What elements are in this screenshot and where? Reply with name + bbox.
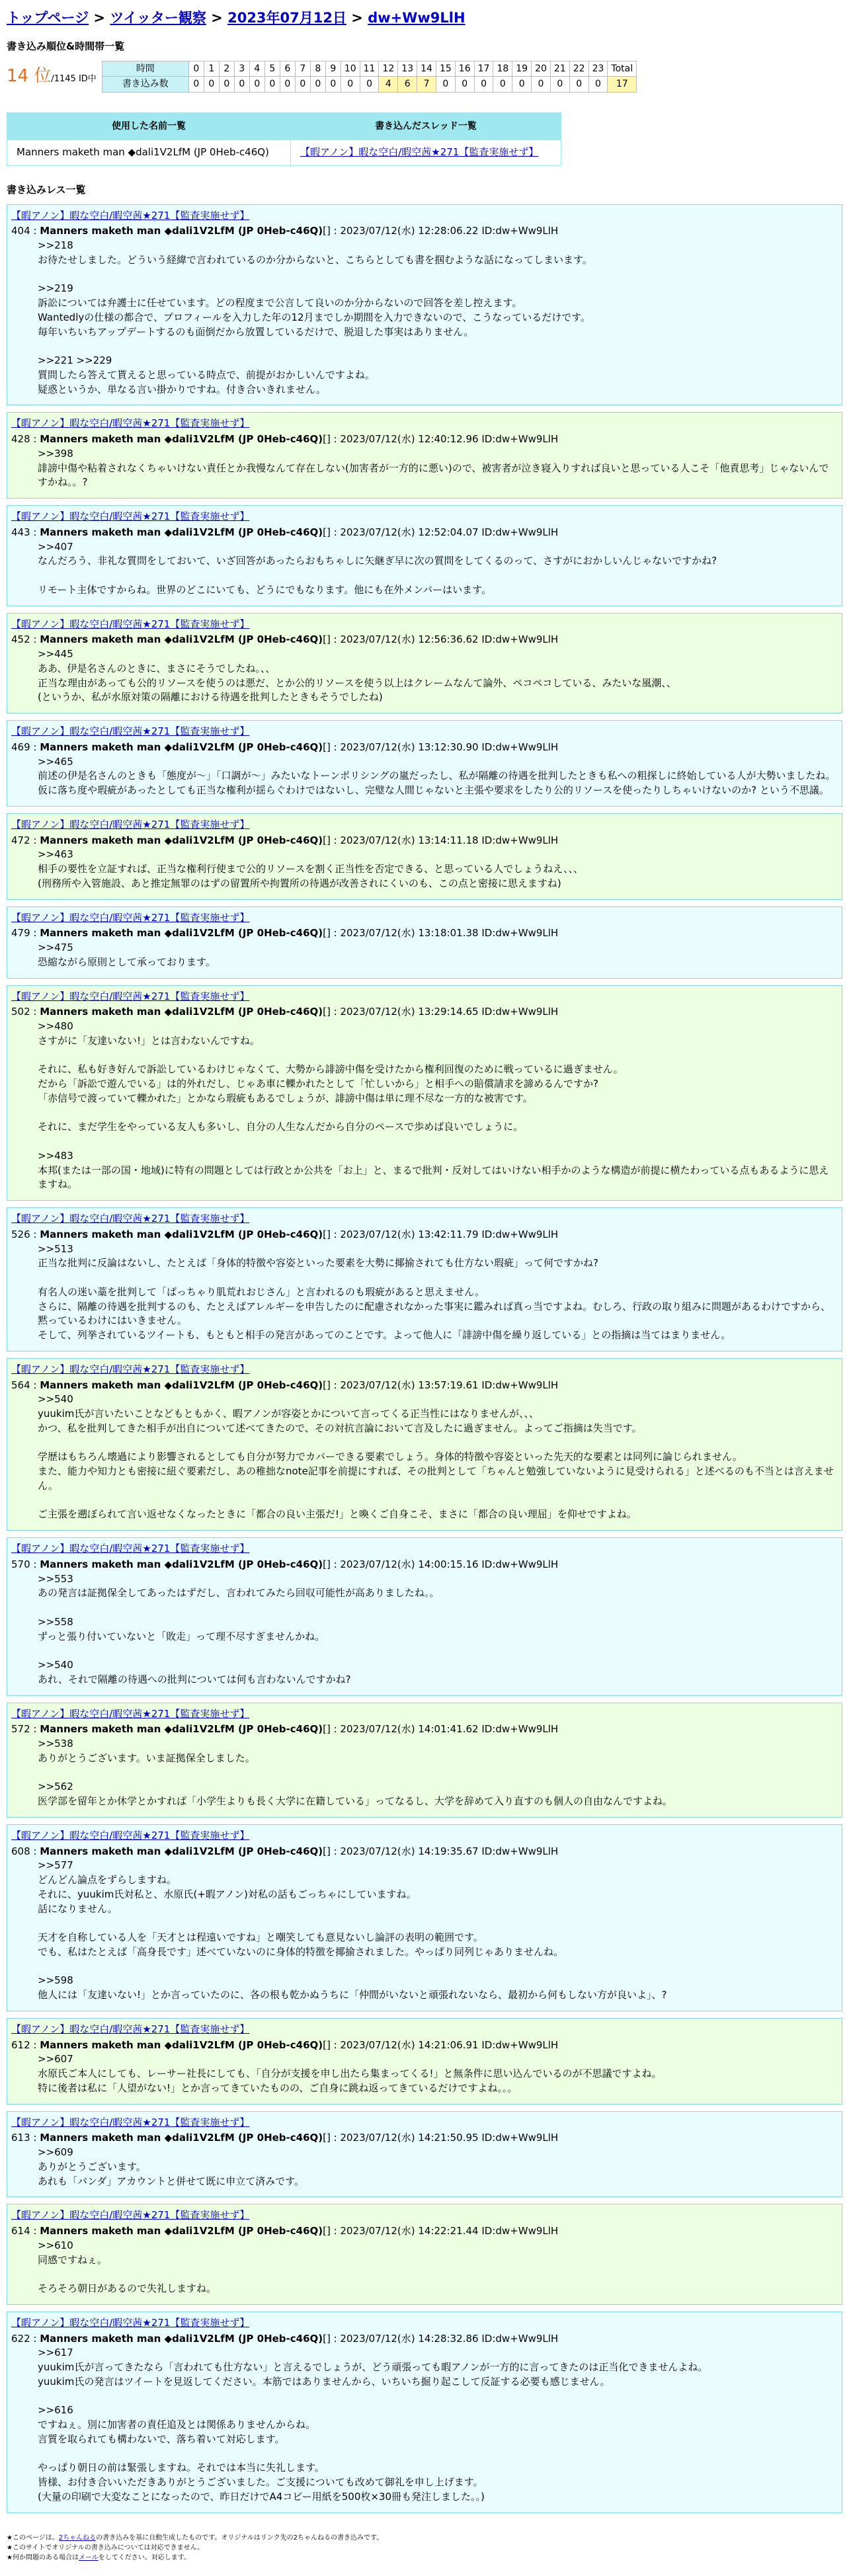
hour-cell: 2 bbox=[219, 61, 234, 77]
post-separator: : bbox=[30, 927, 40, 940]
post bbox=[7, 412, 842, 499]
post-number: 622 bbox=[11, 2332, 30, 2345]
post-number: 572 bbox=[11, 1723, 30, 1736]
post-meta: [] : 2023/07/12(水) 14:19:35.67 ID:dw+Ww9LlH bbox=[323, 1845, 559, 1857]
footer-2ch-link[interactable]: 2ちゃんねる bbox=[58, 2534, 97, 2542]
post-thread-link[interactable]: 【暇アノン】暇な空白/暇空茜★271【監査実施せず】 bbox=[11, 911, 250, 924]
post-author-name: Manners maketh man ◆dali1V2LfM (JP 0Heb-c46Q) bbox=[40, 526, 323, 538]
breadcrumb-separator: > bbox=[206, 10, 228, 26]
post bbox=[7, 613, 842, 714]
breadcrumb-separator: > bbox=[89, 10, 110, 26]
post-meta: [] : 2023/07/12(水) 14:28:32.86 ID:dw+Ww9LlH bbox=[323, 2332, 559, 2345]
post-thread-link[interactable]: 【暇アノン】暇な空白/暇空茜★271【監査実施せず】 bbox=[11, 209, 250, 221]
post-separator: : bbox=[30, 834, 40, 846]
post-thread-link[interactable]: 【暇アノン】暇な空白/暇空茜★271【監査実施せず】 bbox=[11, 1363, 250, 1375]
post bbox=[7, 2018, 842, 2105]
post-header bbox=[11, 1005, 838, 1020]
rank-total: /1145 ID中 bbox=[51, 74, 97, 85]
post-body: >>218 お待たせしました。どういう経緯で言われているのか分からないと、こちらとしても書を掴むような話になってしまいます。 >>219 訴訟については弁護士に任せています。どの程度まで公言して良いのか分からないので回答を差し控えます。 Wantedlyの仕様の都合で、プロフィールを入力した年の12月までしか期間を入力できないので、こうなっているだけです。 毎年いちいちアップデートするのも面倒だから放置しているだけで、脱退した事実はありません。 >>221 >>229 質問したら答えて貰えると思っている時点で、前提がおかしいんですよね。 疑惑というか、単なる言い掛かりですね。付き合いきれません。 bbox=[38, 239, 592, 395]
post-author-name: Manners maketh man ◆dali1V2LfM (JP 0Heb-c46Q) bbox=[40, 1006, 323, 1018]
hour-cell: 11 bbox=[360, 61, 379, 77]
post-separator: : bbox=[30, 2038, 40, 2051]
hour-cell: 7 bbox=[295, 61, 310, 77]
post-separator: : bbox=[30, 1558, 40, 1570]
post-body: >>475 恐縮ながら原則として承っております。 bbox=[38, 942, 216, 968]
rank-section-heading: 書き込み順位&時間帯一覧 bbox=[7, 40, 125, 53]
post bbox=[7, 2312, 842, 2513]
post-header bbox=[11, 834, 838, 848]
footer-text: の書き込みを基に自動生成したものです。オリジナルはリンク先の2ちゃんねるの書き込みです。 bbox=[96, 2534, 384, 2542]
post bbox=[7, 720, 842, 807]
post-thread-link[interactable]: 【暇アノン】暇な空白/暇空茜★271【監査実施せず】 bbox=[11, 818, 250, 830]
count-cell: 0 bbox=[280, 77, 295, 92]
post-meta: [] : 2023/07/12(水) 12:40:12.96 ID:dw+Ww9LlH bbox=[323, 433, 559, 446]
post-number: 614 bbox=[11, 2225, 30, 2237]
hour-cell: 23 bbox=[588, 61, 608, 77]
post-meta: [] : 2023/07/12(水) 13:57:19.61 ID:dw+Ww9LlH bbox=[323, 1379, 559, 1391]
count-cell: 0 bbox=[532, 77, 551, 92]
post-header bbox=[11, 526, 838, 540]
post bbox=[7, 1207, 842, 1351]
post-author-name: Manners maketh man ◆dali1V2LfM (JP 0Heb-c46Q) bbox=[40, 1558, 323, 1570]
post-thread-link[interactable]: 【暇アノン】暇な空白/暇空茜★271【監査実施せず】 bbox=[11, 618, 250, 630]
post-number: 526 bbox=[11, 1228, 30, 1240]
post-thread-link[interactable]: 【暇アノン】暇な空白/暇空茜★271【監査実施せず】 bbox=[11, 725, 250, 738]
post-author-name: Manners maketh man ◆dali1V2LfM (JP 0Heb-c46Q) bbox=[40, 1723, 323, 1736]
post-separator: : bbox=[30, 225, 40, 237]
post-body: >>463 相手の要性を立証すれば、正当な権利行使まで公的リソースを割く正当性を否定できる、と思っている人でしょうねえ、、、 (刑務所や入管施設、あと推定無罪のはずの留置所や拘置所の待遇が改善されにくいのも、この点と密接に思えますね) bbox=[38, 848, 584, 889]
post-body: >>540 yuukim氏が言いたいことなどもともかく、暇アノンが容姿とかについて言ってくる正当性にはなりませんが、、、 かつ、私を批判してきた相手が出自について述べてきたので、その対抗言論において言及したに過ぎません。よってご指摘は失当です。 学歴はもちろん壊過により影響されるとしても自分が努力でカバーできる要素でしょう。身体的特徴や容姿といった先天的な要素とは同列に論じられません。 また、能力や知力とも密接に紐ぐ要素だし、あの稚拙なnote記事を前提にすれば、その批判として「ちゃんと勉強していないように見受けられる」と述べるのも不当とは言えません。 ご主張を遡ぼられて言い返せなくなったときに「都合の良い主張だ!」と喚くご自身こそ、まさに「都合の良い理屈」を仰せですよね。 bbox=[38, 1393, 834, 1521]
post-header bbox=[11, 2332, 838, 2347]
hour-cell: 1 bbox=[204, 61, 219, 77]
count-cell: 0 bbox=[325, 77, 341, 92]
post-number: 452 bbox=[11, 633, 30, 646]
count-cell: 0 bbox=[474, 77, 493, 92]
hours-row bbox=[102, 61, 636, 77]
count-cell: 0 bbox=[341, 77, 360, 92]
post-number: 613 bbox=[11, 2132, 30, 2144]
post-thread-link[interactable]: 【暇アノン】暇な空白/暇空茜★271【監査実施せず】 bbox=[11, 1543, 250, 1555]
hour-cell: 19 bbox=[512, 61, 532, 77]
post-number: 443 bbox=[11, 526, 30, 538]
count-cell: 0 bbox=[234, 77, 249, 92]
breadcrumb bbox=[7, 8, 842, 28]
post-header bbox=[11, 1228, 838, 1242]
post-header bbox=[11, 1379, 838, 1393]
post-separator: : bbox=[30, 1006, 40, 1018]
hour-cell: Total bbox=[608, 61, 637, 77]
hour-cell: 22 bbox=[569, 61, 588, 77]
post-meta: [] : 2023/07/12(水) 14:21:06.91 ID:dw+Ww9LlH bbox=[323, 2038, 559, 2051]
post-body: >>607 水原氏ご本人にしても、レーサー社長にしても、「自分が支援を申し出たら集まってくる!」と無条件に思い込んでいるのが不思議ですよね。 特に後者は私に「人望がない!」とか言ってきていたものの、ご自身に跳ね返ってきているだけですよね。。。 bbox=[38, 2053, 662, 2094]
post-separator: : bbox=[30, 2332, 40, 2345]
footer bbox=[7, 2533, 842, 2563]
post-body: >>577 どんどん論点をずらしますね。 それに、yuukim氏対私と、水原氏(+暇アノン)対私の話もごっちゃにしていますね。 話になりません。 天才を自称している人を「天才とは程遠いですね」と嘲笑しても意見ないし論評の表明の範囲です。 でも、私はたとえば「高身長です」述べていないのに身体的特徴を揶揄されました。やっぱり同列じゃありませんね。 >>598 他人には「友達いない!」とか言っていたのに、各の根も乾かぬうちに「仲間がいないと頑張れないなら、最初から何もしない方が良いよ」、? bbox=[38, 1859, 667, 2001]
post-number: 564 bbox=[11, 1379, 30, 1391]
post bbox=[7, 985, 842, 1201]
post-meta: [] : 2023/07/12(水) 14:01:41.62 ID:dw+Ww9LlH bbox=[323, 1723, 559, 1736]
post-header bbox=[11, 1845, 838, 1859]
count-cell: 0 bbox=[204, 77, 219, 92]
breadcrumb-date-link[interactable]: 2023年07月12日 bbox=[227, 10, 346, 26]
counts-row bbox=[102, 77, 636, 92]
breadcrumb-separator: > bbox=[346, 10, 368, 26]
post-body: >>610 同感ですねぇ。 そろそろ朝日があるので失礼しますね。 bbox=[38, 2239, 217, 2295]
thread-link[interactable]: 【暇アノン】暇な空白/暇空茜★271【監査実施せず】 bbox=[300, 146, 539, 159]
hour-cell: 8 bbox=[310, 61, 325, 77]
post-author-name: Manners maketh man ◆dali1V2LfM (JP 0Heb-c46Q) bbox=[40, 2132, 323, 2144]
count-cell: 0 bbox=[360, 77, 379, 92]
post-number: 502 bbox=[11, 1006, 30, 1018]
count-cell: 0 bbox=[588, 77, 608, 92]
threads-column-header: 書き込んだスレッド一覧 bbox=[291, 112, 561, 140]
post-header bbox=[11, 2131, 838, 2146]
hour-cell: 3 bbox=[234, 61, 249, 77]
post-body: >>407 なんだろう、非礼な質問をしておいて、いざ回答があったらおもちゃしに矢継ぎ早に次の質問をしてくるのって、さすがにおかしいんじゃないですかね? リモート主体ですからね。世界のどこにいても、どうにでもなります。他にも在外メンバーはいます。 bbox=[38, 540, 717, 596]
count-cell: 0 bbox=[249, 77, 264, 92]
count-cell: 0 bbox=[436, 77, 455, 92]
post-author-name: Manners maketh man ◆dali1V2LfM (JP 0Heb-c46Q) bbox=[40, 834, 323, 846]
count-cell: 17 bbox=[608, 77, 637, 92]
posts-heading: 書き込みレス一覧 bbox=[7, 183, 86, 196]
counts-row-label: 書き込み数 bbox=[102, 77, 188, 92]
post-separator: : bbox=[30, 2225, 40, 2237]
count-cell: 6 bbox=[398, 77, 417, 92]
count-cell: 0 bbox=[188, 77, 204, 92]
hour-cell: 0 bbox=[188, 61, 204, 77]
post-separator: : bbox=[30, 526, 40, 538]
post-author-name: Manners maketh man ◆dali1V2LfM (JP 0Heb-c46Q) bbox=[40, 1379, 323, 1391]
hour-cell: 10 bbox=[341, 61, 360, 77]
post-header bbox=[11, 432, 838, 447]
post-meta: [] : 2023/07/12(水) 12:52:04.07 ID:dw+Ww9LlH bbox=[323, 526, 559, 538]
post-thread-link[interactable]: 【暇アノン】暇な空白/暇空茜★271【監査実施せず】 bbox=[11, 2023, 250, 2035]
count-cell: 0 bbox=[550, 77, 569, 92]
post-author-name: Manners maketh man ◆dali1V2LfM (JP 0Heb-c46Q) bbox=[40, 225, 323, 237]
post-body: >>538 ありがとうございます。いま証拠保全しました。 >>562 医学部を留年とか休学とかすれば「小学生よりも長く大学に在籍している」ってなるし、大学を辞めて入り直すのも個人の自由なんですよね。 bbox=[38, 1738, 673, 1808]
post-body: >>513 正当な批判に反論はないし、たとえば「身体的特徴や容姿といった要素を大勢に揶揄されても仕方ない瑕疵」って何ですかね? 有名人の迷い藁を批判して「ばっちゃり肌荒れおじさん」と言われるのも瑕疵があると思えません。 さらに、隔離の待遇を批判するのも、たとえばアレルギーを申告したのに配慮されなかった事実に鑑みれば真っ当ですよね。むしろ、行政の取り組みに問題があるわけですから、黙っているわけにはいきません。 そして、列挙されているツイートも、もともと相手の発言があってのことです。よって他人に「誹謗中傷を繰り返している」との指摘は当てはまりません。 bbox=[38, 1242, 831, 1342]
post bbox=[7, 2111, 842, 2198]
hour-cell: 13 bbox=[398, 61, 417, 77]
footer-text: をしてください。対応します。 bbox=[98, 2554, 190, 2561]
post-author-name: Manners maketh man ◆dali1V2LfM (JP 0Heb-c46Q) bbox=[40, 433, 323, 446]
post-number: 404 bbox=[11, 225, 30, 237]
hour-cell: 17 bbox=[474, 61, 493, 77]
post-header bbox=[11, 741, 838, 755]
rank-row bbox=[7, 61, 842, 93]
post-author-name: Manners maketh man ◆dali1V2LfM (JP 0Heb-c46Q) bbox=[40, 1228, 323, 1240]
post-header bbox=[11, 633, 838, 647]
breadcrumb-top-link[interactable]: トップページ bbox=[7, 10, 89, 26]
count-cell: 0 bbox=[295, 77, 310, 92]
post-meta: [] : 2023/07/12(水) 14:21:50.95 ID:dw+Ww9LlH bbox=[323, 2132, 559, 2144]
hour-cell: 6 bbox=[280, 61, 295, 77]
hour-cell: 5 bbox=[264, 61, 280, 77]
count-cell: 4 bbox=[379, 77, 398, 92]
post-separator: : bbox=[30, 433, 40, 446]
hour-cell: 21 bbox=[550, 61, 569, 77]
hour-cell: 9 bbox=[325, 61, 341, 77]
footer-mail-link[interactable]: メール bbox=[78, 2554, 99, 2561]
hours-row-label: 時間 bbox=[102, 61, 188, 77]
post-body: >>553 あの発言は証拠保全してあったはずだし、言われてみたら回収可能性が高ありましたね。。 >>558 ずっと張り付いていないと「敗走」って理不尽すぎませんかね。 >>540 あれ、それで隔離の待遇への批判については何も言わないんですかね? bbox=[38, 1572, 440, 1685]
count-cell: 0 bbox=[455, 77, 474, 92]
post-meta: [] : 2023/07/12(水) 13:12:30.90 ID:dw+Ww9LlH bbox=[323, 741, 559, 753]
post-thread-link[interactable]: 【暇アノン】暇な空白/暇空茜★271【監査実施せず】 bbox=[11, 2209, 250, 2222]
post bbox=[7, 1537, 842, 1696]
post-separator: : bbox=[30, 1845, 40, 1857]
breadcrumb-id-link[interactable]: dw+Ww9LlH bbox=[368, 10, 465, 26]
hour-cell: 15 bbox=[436, 61, 455, 77]
post-thread-link[interactable]: 【暇アノン】暇な空白/暇空茜★271【監査実施せず】 bbox=[11, 417, 250, 430]
post-body: >>609 ありがとうございます。 あれも「バンダ」アカウントと併せて既に申立て済みです。 bbox=[38, 2146, 305, 2187]
post-thread-link[interactable]: 【暇アノン】暇な空白/暇空茜★271【監査実施せず】 bbox=[11, 510, 250, 523]
post-thread-link[interactable]: 【暇アノン】暇な空白/暇空茜★271【監査実施せず】 bbox=[11, 1829, 250, 1841]
post-author-name: Manners maketh man ◆dali1V2LfM (JP 0Heb-c46Q) bbox=[40, 2038, 323, 2051]
count-cell: 0 bbox=[493, 77, 512, 92]
post-header bbox=[11, 1558, 838, 1572]
post-thread-link[interactable]: 【暇アノン】暇な空白/暇空茜★271【監査実施せず】 bbox=[11, 2116, 250, 2128]
post-header bbox=[11, 926, 838, 941]
post bbox=[7, 1703, 842, 1818]
count-cell: 0 bbox=[512, 77, 532, 92]
post-meta: [] : 2023/07/12(水) 13:18:01.38 ID:dw+Ww9LlH bbox=[323, 927, 559, 940]
post-separator: : bbox=[30, 1723, 40, 1736]
hour-cell: 14 bbox=[417, 61, 436, 77]
post-number: 570 bbox=[11, 1558, 30, 1570]
post-separator: : bbox=[30, 633, 40, 646]
post-meta: [] : 2023/07/12(水) 13:29:14.65 ID:dw+Ww9LlH bbox=[323, 1006, 559, 1018]
footer-text: ★何か問題のある場合は bbox=[7, 2554, 79, 2561]
count-cell: 7 bbox=[417, 77, 436, 92]
post-header bbox=[11, 2038, 838, 2053]
post-number: 472 bbox=[11, 834, 30, 846]
hour-cell: 12 bbox=[379, 61, 398, 77]
hourly-post-table bbox=[102, 61, 637, 93]
post-header bbox=[11, 2224, 838, 2239]
post-author-name: Manners maketh man ◆dali1V2LfM (JP 0Heb-c46Q) bbox=[40, 633, 323, 646]
post-author-name: Manners maketh man ◆dali1V2LfM (JP 0Heb-c46Q) bbox=[40, 927, 323, 940]
count-cell: 0 bbox=[569, 77, 588, 92]
post-meta: [] : 2023/07/12(水) 12:28:06.22 ID:dw+Ww9LlH bbox=[323, 225, 559, 237]
post bbox=[7, 505, 842, 606]
post-meta: [] : 2023/07/12(水) 13:14:11.18 ID:dw+Ww9LlH bbox=[323, 834, 559, 846]
post-body: >>617 yuukim氏が言ってきたなら「言われても仕方ない」と言えるでしょうが、どう頑張っても暇アノンが一方的に言ってきたのは正当化できませんよね。 yuukim氏の発言はツイートを見返してください。本筋ではありませんから、いちいち掘り起こして反証する必要も感じません。 >>616 ですねぇ。別に加害者の責任追及とは関係ありませんからね。 言質を取られても構わないで、落ち着いて対応します。 やっぱり朝日の前は緊張しますね。それでは本当に失礼します。 皆様、お付き合いいただきありがとうございました。ご支援についても改めて御礼を申し上げます。 (大量の印刷で大変なことになったので、昨日だけでA4コピー用紙を500枚×30冊も発注しました。。) bbox=[38, 2347, 708, 2503]
names-column-header: 使用した名前一覧 bbox=[7, 112, 291, 140]
post-header bbox=[11, 224, 838, 239]
post bbox=[7, 2204, 842, 2305]
thread-cell bbox=[291, 140, 561, 166]
post-body: >>480 さすがに「友達いない!」とは言わないんですね。 それに、私も好き好んで訴訟しているわけじゃなくて、大勢から誹謗中傷を受けたから権利回復のために戦っているに過ぎません。 だから「訴訟で遊んでいる」は的外れだし、じゃあ車に轢かれたとして「忙しいから」と相手への賠償請求を諦めるんですか? 「赤信号で渡っていて轢かれた」とかなら瑕疵もあるでしょうが、誹謗中傷は単に理不尽な一方的な被害です。 それに、まだ学生をやっている友人も多いし、自分の人生なんだから自分のペースで歩めば良いでしょうに。 >>483 本邦(または一部の国・地域)に特有の問題としては行政とか公共を「お上」と、まるで批判・反対してはいけない相手かのような構造が前提に横たわっている点もあるように思えますね。 bbox=[38, 1020, 829, 1191]
post bbox=[7, 813, 842, 900]
post-thread-link[interactable]: 【暇アノン】暇な空白/暇空茜★271【監査実施せず】 bbox=[11, 1213, 250, 1225]
post-separator: : bbox=[30, 741, 40, 753]
post-number: 469 bbox=[11, 741, 30, 753]
breadcrumb-board-link[interactable]: ツイッター観察 bbox=[110, 10, 206, 26]
post-author-name: Manners maketh man ◆dali1V2LfM (JP 0Heb-c46Q) bbox=[40, 2332, 323, 2345]
post-author-name: Manners maketh man ◆dali1V2LfM (JP 0Heb-c46Q) bbox=[40, 1845, 323, 1857]
count-cell: 0 bbox=[310, 77, 325, 92]
post bbox=[7, 1358, 842, 1531]
post-meta: [] : 2023/07/12(水) 14:00:15.16 ID:dw+Ww9LlH bbox=[323, 1558, 559, 1570]
post-number: 428 bbox=[11, 433, 30, 446]
post-meta: [] : 2023/07/12(水) 14:22:21.44 ID:dw+Ww9LlH bbox=[323, 2225, 559, 2237]
post-body: >>465 前述の伊是名さんのときも「態度が〜」「口調が〜」みたいなトーンポリシングの嵐だったし、私が隔離の待遇を批判したときも私への粗探しに終始している人が大勢いましたね。 仮に落ち度や瑕疵があったとしても正当な権利が揺らぐわけではないし、完璧な人間じゃないと主張や要求をしたり公的リソースを使ったりしちゃいけないのか? という不思議。 bbox=[38, 755, 836, 797]
post-list bbox=[7, 204, 842, 2513]
post-body: >>398 誹謗中傷や粘着されなくちゃいけない責任とか我慢なんて存在しない(加害者が一方的に悪い)ので、被害者が泣き寝入りすれば良いと思っている人こそ「他責思考」じゃないんですかね。。? bbox=[38, 447, 829, 489]
post bbox=[7, 906, 842, 979]
post bbox=[7, 1824, 842, 2011]
hour-cell: 16 bbox=[455, 61, 474, 77]
count-cell: 0 bbox=[219, 77, 234, 92]
post-author-name: Manners maketh man ◆dali1V2LfM (JP 0Heb-c46Q) bbox=[40, 741, 323, 753]
post-thread-link[interactable]: 【暇アノン】暇な空白/暇空茜★271【監査実施せず】 bbox=[11, 1707, 250, 1720]
post-separator: : bbox=[30, 1379, 40, 1391]
footer-line-1 bbox=[7, 2533, 842, 2543]
rank-number: 14 位 bbox=[7, 66, 52, 87]
post-thread-link[interactable]: 【暇アノン】暇な空白/暇空茜★271【監査実施せず】 bbox=[11, 990, 250, 1002]
post-separator: : bbox=[30, 1228, 40, 1240]
post-meta: [] : 2023/07/12(水) 13:42:11.79 ID:dw+Ww9LlH bbox=[323, 1228, 559, 1240]
names-threads-table bbox=[7, 112, 561, 166]
post-number: 608 bbox=[11, 1845, 30, 1857]
post-number: 479 bbox=[11, 927, 30, 940]
hour-cell: 4 bbox=[249, 61, 264, 77]
post bbox=[7, 204, 842, 406]
count-cell: 0 bbox=[264, 77, 280, 92]
post-meta: [] : 2023/07/12(水) 12:56:36.62 ID:dw+Ww9LlH bbox=[323, 633, 559, 646]
footer-line-3 bbox=[7, 2553, 842, 2563]
post-body: >>445 ああ、伊是名さんのときに、まさにそうでしたね。、、 正当な理由があっても公的リソースを使うのは悪だ、とか公的リソースを使う以上はクレームなんて論外、ペコペコしている、みたいな風潮、、 (というか、私が水原対策の隔離における待遇を批判したときもそうでしたね) bbox=[38, 648, 676, 704]
post-header bbox=[11, 1722, 838, 1737]
footer-line-2: ★このサイトでオリジナルの書き込みについては対応できません。 bbox=[7, 2544, 204, 2552]
hour-cell: 18 bbox=[493, 61, 512, 77]
post-thread-link[interactable]: 【暇アノン】暇な空白/暇空茜★271【監査実施せず】 bbox=[11, 2316, 250, 2329]
footer-text: ★このページは、 bbox=[7, 2534, 59, 2542]
hour-cell: 20 bbox=[532, 61, 551, 77]
used-name-cell: Manners maketh man ◆dali1V2LfM (JP 0Heb-c46Q) bbox=[7, 140, 291, 166]
rank-display bbox=[7, 64, 97, 89]
post-number: 612 bbox=[11, 2038, 30, 2051]
post-author-name: Manners maketh man ◆dali1V2LfM (JP 0Heb-c46Q) bbox=[40, 2225, 323, 2237]
post-separator: : bbox=[30, 2132, 40, 2144]
